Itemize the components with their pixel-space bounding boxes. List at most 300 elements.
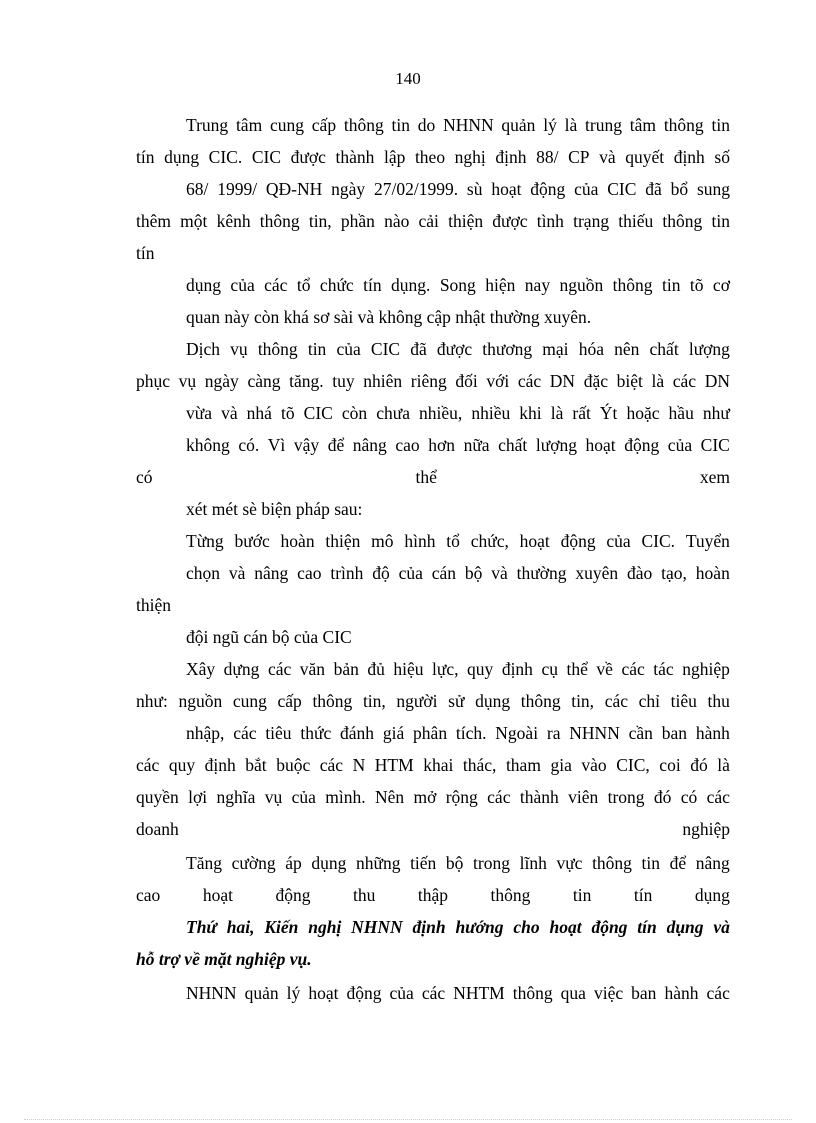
word: lý xyxy=(286,983,301,1003)
word: CIC, xyxy=(616,755,650,775)
word: các xyxy=(604,691,628,711)
word: lượng xyxy=(535,435,577,455)
word: hoàn xyxy=(280,531,315,551)
word: nâng xyxy=(695,853,730,873)
word: định xyxy=(204,755,236,775)
word: thức xyxy=(300,723,332,743)
word: có. xyxy=(238,435,260,455)
word: thành xyxy=(335,147,375,167)
word: các xyxy=(621,659,645,679)
word: đối xyxy=(455,371,478,391)
word: buộc xyxy=(276,755,311,775)
word: nhá xyxy=(246,403,272,423)
word: của xyxy=(389,983,414,1003)
word: thương xyxy=(482,339,533,359)
word: tạo, xyxy=(661,563,687,583)
word: đủ xyxy=(367,659,385,679)
word: quản xyxy=(244,983,279,1003)
word: nguồn xyxy=(559,275,604,295)
word: do xyxy=(417,115,436,135)
word: lĩnh xyxy=(519,853,547,873)
text-line xyxy=(136,210,730,232)
word: tuy xyxy=(332,371,355,391)
word: hầu xyxy=(668,403,694,423)
word: cơ xyxy=(712,275,730,295)
word: thác, xyxy=(462,755,497,775)
word: CIC. xyxy=(641,531,676,551)
word: tín xyxy=(363,275,382,295)
word: hoạt xyxy=(491,179,522,199)
word: CIC xyxy=(607,179,637,199)
word: qua xyxy=(560,983,586,1003)
word: lý xyxy=(543,115,557,135)
word: thông xyxy=(490,885,531,905)
word: DN xyxy=(704,371,730,391)
word: hoặc xyxy=(626,403,660,423)
word: với xyxy=(486,371,510,391)
word: dụng xyxy=(475,691,511,711)
word: nữa xyxy=(463,435,490,455)
word: có xyxy=(680,787,698,807)
word: Từng xyxy=(186,531,224,551)
text-line xyxy=(186,114,730,136)
word: lực, xyxy=(432,659,459,679)
word: Trung xyxy=(186,115,229,135)
text-line xyxy=(136,146,730,168)
word: thường xyxy=(516,563,567,583)
word: đã xyxy=(645,179,662,199)
word: chọn xyxy=(186,563,221,583)
word: nghị xyxy=(454,147,486,167)
word: dụng xyxy=(666,917,704,937)
word: vào xyxy=(581,755,607,775)
word: tiêu xyxy=(670,691,697,711)
word: trình xyxy=(330,563,364,583)
word: hoạt xyxy=(308,983,339,1003)
word: và xyxy=(599,147,616,167)
text-line: đội ngũ cán bộ của CIC xyxy=(186,627,352,647)
word: tin, xyxy=(308,211,332,231)
word: quy xyxy=(467,659,494,679)
word: Dịch xyxy=(186,339,221,359)
word: hóa xyxy=(578,339,604,359)
word: QĐ-NH xyxy=(265,179,323,199)
word: Tăng xyxy=(186,853,222,873)
word: nâng xyxy=(254,563,289,583)
word: được xyxy=(436,339,473,359)
word: về xyxy=(596,659,613,679)
word: nghị xyxy=(308,917,342,937)
word: các xyxy=(706,787,730,807)
word: Ýt xyxy=(599,403,618,423)
word: nghiệp xyxy=(682,659,730,679)
word: thông xyxy=(663,115,704,135)
word: thông xyxy=(512,983,553,1003)
word: hình xyxy=(404,531,436,551)
word: nào xyxy=(384,211,410,231)
text-line xyxy=(186,562,730,584)
word: vực xyxy=(556,853,583,873)
word: Thứ xyxy=(186,917,217,937)
word: Kiến xyxy=(264,917,299,937)
word: tiêu xyxy=(265,723,292,743)
word: bắt xyxy=(245,755,267,775)
word: dựng xyxy=(223,659,260,679)
text-line xyxy=(186,658,730,680)
word: hiệu xyxy=(393,659,424,679)
word: vụ xyxy=(178,371,197,391)
word: chức, xyxy=(470,531,509,551)
word: thông xyxy=(312,691,353,711)
word: hoàn xyxy=(695,563,730,583)
word: nay xyxy=(524,275,551,295)
word: thành xyxy=(519,787,559,807)
word: sung xyxy=(696,179,730,199)
word: ban xyxy=(631,983,657,1003)
word: 88/ xyxy=(536,147,559,167)
word: vừa xyxy=(186,403,213,423)
section-heading-line xyxy=(186,916,730,938)
text-line: tín xyxy=(136,243,155,263)
word: văn xyxy=(299,659,326,679)
word: động xyxy=(530,179,566,199)
word: lợi xyxy=(188,787,208,807)
word: khi xyxy=(519,403,542,423)
word: động xyxy=(346,983,382,1003)
word: CIC xyxy=(251,147,282,167)
word: rất xyxy=(572,403,591,423)
word: CP xyxy=(568,147,590,167)
word: như: xyxy=(136,691,168,711)
word: tin xyxy=(307,339,327,359)
word: thông xyxy=(612,275,653,295)
word: thông xyxy=(592,853,632,873)
word: là xyxy=(651,371,665,391)
word: tham xyxy=(505,755,541,775)
word: ra xyxy=(546,723,561,743)
word: để xyxy=(669,853,687,873)
word: dụng xyxy=(164,147,200,167)
word: hành xyxy=(695,723,730,743)
word: định xyxy=(412,917,446,937)
word: NHNN xyxy=(351,917,403,937)
word: ngày xyxy=(331,179,366,199)
word: đào xyxy=(627,563,653,583)
word: dụng xyxy=(694,885,730,905)
word: khai xyxy=(423,755,454,775)
word: người xyxy=(396,691,438,711)
word: dụng xyxy=(311,853,347,873)
word: các xyxy=(487,787,511,807)
word: Tuyển xyxy=(685,531,730,551)
text-line xyxy=(136,370,730,392)
word: cần xyxy=(628,723,653,743)
word: cán xyxy=(431,563,457,583)
word: thêm xyxy=(136,211,171,231)
word: tín xyxy=(637,917,657,937)
text-line xyxy=(186,434,730,456)
text-line xyxy=(136,786,730,808)
word: cung xyxy=(232,691,267,711)
word: chỉ xyxy=(638,691,661,711)
word: phần xyxy=(340,211,375,231)
word: không xyxy=(186,435,230,455)
word: DN xyxy=(549,371,576,391)
text-line xyxy=(186,852,730,874)
word: thu xyxy=(707,691,730,711)
text-line-spread xyxy=(136,466,730,488)
word: các xyxy=(672,371,697,391)
word: hai, xyxy=(226,917,255,937)
word: một xyxy=(180,211,208,231)
word: bản xyxy=(333,659,359,679)
word: gia xyxy=(550,755,572,775)
word: mô xyxy=(371,531,394,551)
word: bước xyxy=(234,531,270,551)
word: rộng xyxy=(445,787,478,807)
word: là xyxy=(717,755,730,775)
word: quyết xyxy=(625,147,665,167)
word: Nên xyxy=(374,787,405,807)
word: lập xyxy=(383,147,406,167)
word: thập xyxy=(417,885,449,905)
word: thể xyxy=(415,467,437,487)
text-line xyxy=(186,982,730,1004)
word: cấp xyxy=(277,691,302,711)
word: bộ xyxy=(464,563,483,583)
word: cụ xyxy=(541,659,558,679)
word: các xyxy=(706,983,730,1003)
word: dụng. xyxy=(391,275,431,295)
word: Vì xyxy=(267,435,286,455)
word: các xyxy=(233,723,257,743)
word: NHNN xyxy=(569,723,620,743)
word: các xyxy=(421,983,446,1003)
word: các xyxy=(264,275,288,295)
word: thông xyxy=(662,211,703,231)
word: hoạt xyxy=(519,531,550,551)
word: tin xyxy=(391,115,410,135)
word: tin xyxy=(711,115,730,135)
word: Xây xyxy=(186,659,216,679)
word: tăng. xyxy=(289,371,324,391)
word: cấp xyxy=(311,115,337,135)
word: quản xyxy=(501,115,536,135)
word: thông xyxy=(343,115,384,135)
word: CIC xyxy=(700,435,730,455)
text-line xyxy=(136,690,730,712)
word: thiện xyxy=(448,211,484,231)
word: viên xyxy=(568,787,599,807)
section-heading-line: hỗ trợ về mặt nghiệp vụ. xyxy=(136,949,312,969)
word: nguồn xyxy=(178,691,223,711)
text-line xyxy=(186,402,730,424)
word: tình xyxy=(536,211,564,231)
word: là xyxy=(564,115,578,135)
word: tổ xyxy=(446,531,460,551)
word: nhập, xyxy=(186,723,225,743)
word: tín xyxy=(136,147,155,167)
word: coi xyxy=(659,755,681,775)
word: NHTM xyxy=(453,983,505,1003)
word: trong xyxy=(607,787,645,807)
word: hoạt xyxy=(202,885,233,905)
word: tích. xyxy=(455,723,487,743)
footer-divider xyxy=(24,1119,792,1120)
word: Song xyxy=(439,275,476,295)
word: tin xyxy=(641,853,661,873)
word: thiếu xyxy=(618,211,654,231)
word: chức xyxy=(319,275,354,295)
word: áp xyxy=(285,853,302,873)
word: bổ xyxy=(670,179,689,199)
word: lượng xyxy=(688,339,730,359)
word: các xyxy=(517,371,542,391)
word: xuyên xyxy=(575,563,619,583)
word: thiện xyxy=(325,531,361,551)
word: tín xyxy=(633,885,653,905)
word: nhiên xyxy=(363,371,403,391)
word: hành xyxy=(664,983,699,1003)
word: như xyxy=(702,403,730,423)
word: của xyxy=(336,339,361,359)
word: càng xyxy=(247,371,281,391)
word: CIC xyxy=(370,339,401,359)
word: trung xyxy=(585,115,622,135)
word: CIC xyxy=(303,403,333,423)
word: sử xyxy=(448,691,465,711)
word: trong xyxy=(473,853,510,873)
word: ngày xyxy=(204,371,239,391)
page-number: 140 xyxy=(395,69,421,88)
word: mại xyxy=(542,339,569,359)
word: các xyxy=(267,659,292,679)
word: quyền xyxy=(136,787,179,807)
word: chất xyxy=(498,435,528,455)
word: trạng xyxy=(573,211,610,231)
word: ban xyxy=(661,723,688,743)
word: những xyxy=(355,853,401,873)
word: có xyxy=(136,467,153,487)
word: cho xyxy=(513,917,540,937)
word: được xyxy=(492,211,528,231)
word: thể xyxy=(566,659,588,679)
word: tổ xyxy=(296,275,311,295)
word: hiện xyxy=(485,275,516,295)
word: dụng xyxy=(186,275,221,295)
word: biệt xyxy=(616,371,643,391)
word: tin xyxy=(572,885,592,905)
text-line xyxy=(186,338,730,360)
word: hoạt xyxy=(549,917,582,937)
text-line xyxy=(186,178,730,200)
word: số xyxy=(714,147,730,167)
text-line xyxy=(136,754,730,776)
word: NHNN xyxy=(443,115,494,135)
word: phân xyxy=(413,723,448,743)
word: thu xyxy=(352,885,376,905)
word: của xyxy=(574,179,599,199)
word: 68/ xyxy=(186,179,209,199)
text-line xyxy=(186,530,730,552)
text-line xyxy=(186,722,730,744)
word: và xyxy=(221,403,238,423)
word: cung xyxy=(269,115,304,135)
word: sù xyxy=(466,179,483,199)
word: và xyxy=(491,563,508,583)
text-line-spread xyxy=(136,884,730,906)
word: định xyxy=(495,147,527,167)
word: định xyxy=(501,659,533,679)
word: nên xyxy=(614,339,640,359)
word: riêng xyxy=(410,371,447,391)
word: định xyxy=(673,147,705,167)
word: việc xyxy=(593,983,624,1003)
word: giá xyxy=(382,723,405,743)
word: vụ xyxy=(264,787,283,807)
word: được xyxy=(290,147,326,167)
word: động xyxy=(560,531,596,551)
word: bộ xyxy=(445,853,464,873)
word: các xyxy=(136,755,160,775)
word: phục xyxy=(136,371,171,391)
text-line: quan này còn khá sơ sài và không cập nhật thường xuyên. xyxy=(186,307,592,327)
word: theo xyxy=(414,147,446,167)
word: N xyxy=(352,755,366,775)
word: động xyxy=(591,917,628,937)
word: chất xyxy=(649,339,679,359)
text-line-spread xyxy=(136,818,730,840)
word: đánh xyxy=(340,723,375,743)
text-line: xét mét sè biện pháp sau: xyxy=(186,499,363,519)
word: vụ xyxy=(230,339,248,359)
word: để xyxy=(327,435,345,455)
word: tõ xyxy=(280,403,295,423)
word: động xyxy=(624,435,660,455)
word: đó xyxy=(653,787,672,807)
word: hướng xyxy=(455,917,504,937)
word: của xyxy=(230,275,255,295)
word: CIC. xyxy=(208,147,243,167)
text-line: thiện xyxy=(136,595,171,615)
word: kênh xyxy=(216,211,251,231)
word: cao xyxy=(136,885,161,905)
word: đặc xyxy=(583,371,608,391)
word: thông xyxy=(520,691,561,711)
word: tin, xyxy=(571,691,595,711)
word: tin xyxy=(711,211,730,231)
word: thông xyxy=(259,211,300,231)
word: tâm xyxy=(235,115,263,135)
word: cường xyxy=(231,853,276,873)
word: tin xyxy=(661,275,681,295)
word: của xyxy=(291,787,316,807)
word: Ngoài xyxy=(495,723,539,743)
word: nghiệp xyxy=(682,819,730,839)
word: nâng xyxy=(352,435,387,455)
word: là xyxy=(550,403,564,423)
word: HTM xyxy=(374,755,414,775)
word: nhiều xyxy=(471,403,511,423)
word: vậy xyxy=(293,435,320,455)
word: và xyxy=(713,917,730,937)
word: NHNN xyxy=(186,983,237,1003)
word: mở xyxy=(413,787,437,807)
word: 1999/ xyxy=(217,179,258,199)
word: tiến xyxy=(410,853,437,873)
word: độ xyxy=(372,563,390,583)
word: mình. xyxy=(325,787,366,807)
